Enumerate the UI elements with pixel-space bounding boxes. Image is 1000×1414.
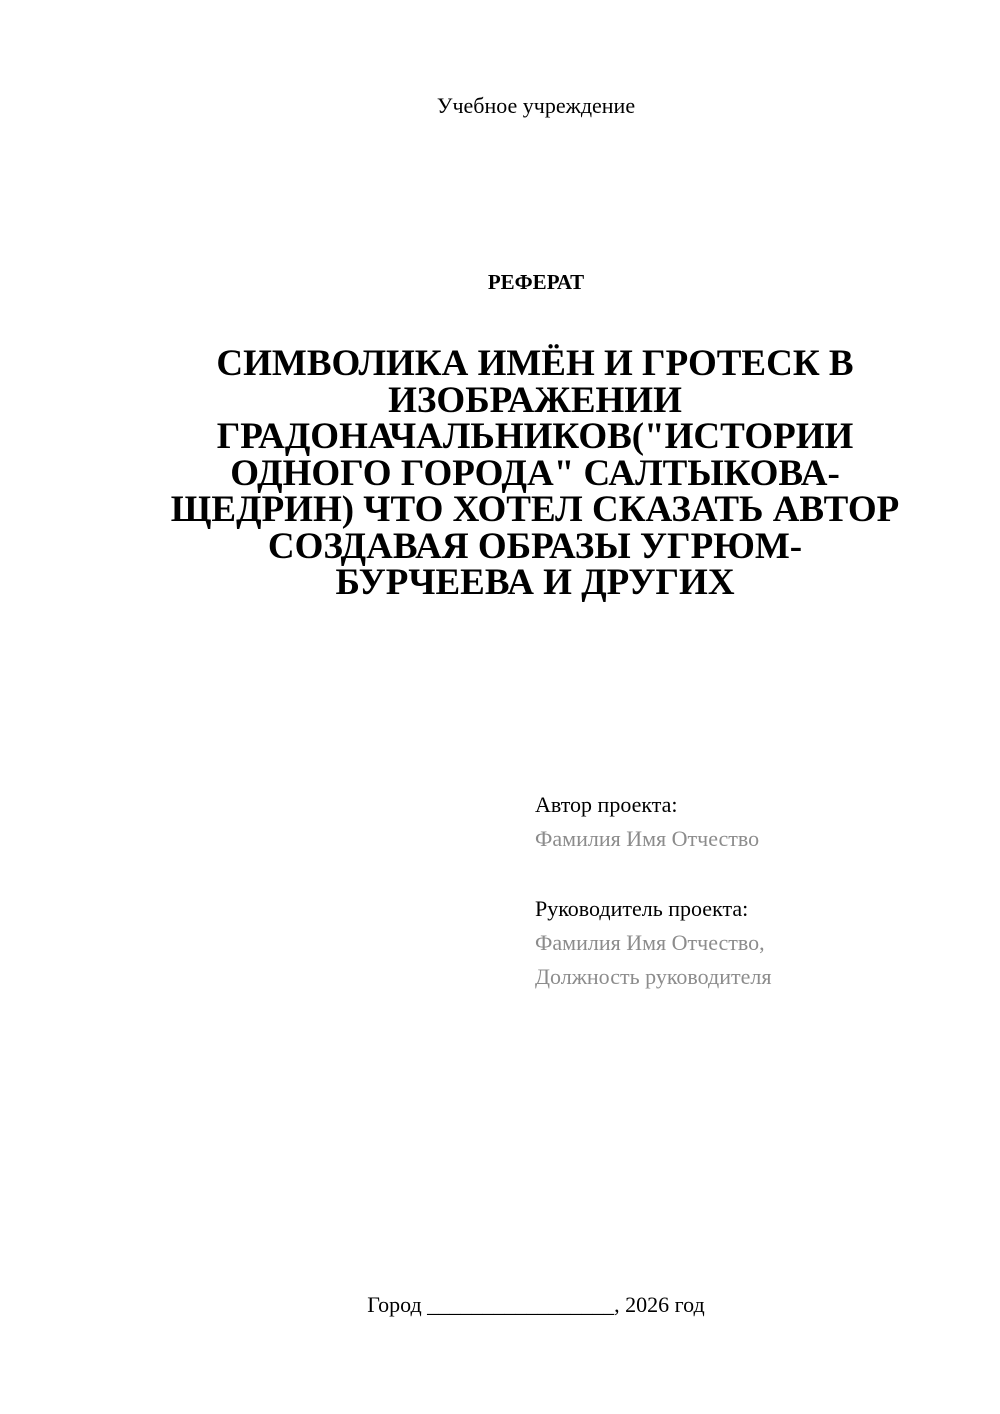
author-name: Фамилия Имя Отчество: [535, 826, 760, 851]
author-label: Автор проекта:: [535, 792, 678, 817]
credits-spacer: [535, 856, 975, 892]
supervisor-position: Должность руководителя: [535, 964, 772, 989]
supervisor-label: Руководитель проекта:: [535, 896, 749, 921]
document-title: СИМВОЛИКА ИМЁН И ГРОТЕСК В ИЗОБРАЖЕНИИ ГРАДОНАЧАЛЬНИКОВ("ИСТОРИИ ОДНОГО ГОРОДА" САЛТЫКОВА-ЩЕДРИН) ЧТО ХОТЕЛ СКАЗАТЬ АВТОР СОЗДАВАЯ ОБРАЗЫ УГРЮМ-БУРЧЕЕВА И ДРУГИХ: [170, 343, 900, 603]
document-type: РЕФЕРАТ: [487, 270, 585, 294]
supervisor-name: Фамилия Имя Отчество,: [535, 930, 765, 955]
credits-block: [535, 788, 975, 994]
institution-name: Учебное учреждение: [436, 93, 636, 118]
city-year-line: Город _________________, 2026 год: [367, 1292, 705, 1317]
